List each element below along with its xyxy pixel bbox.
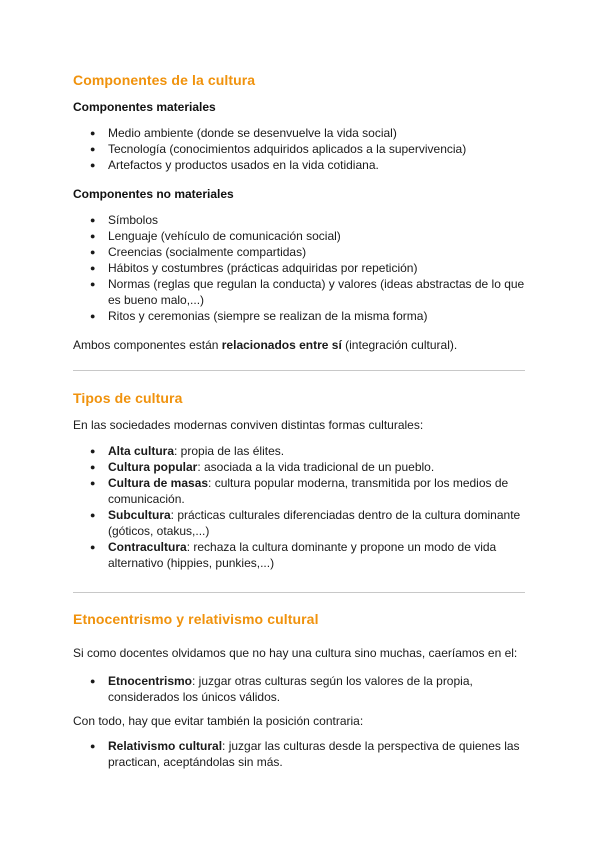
- section-title-componentes: Componentes de la cultura: [73, 72, 256, 88]
- bullet-icon: ●: [90, 446, 96, 456]
- list-item: ● Cultura de masas: cultura popular moderna, transmitida por los medios de comunicación.: [90, 476, 509, 506]
- bullet-icon: ●: [90, 247, 96, 257]
- bullet-icon: ●: [90, 542, 96, 552]
- bullet-icon: ●: [90, 676, 96, 686]
- mid-paragraph: Con todo, hay que evitar también la posición contraria:: [73, 714, 364, 728]
- bullet-icon: ●: [90, 144, 96, 154]
- closing-paragraph: Ambos componentes están relacionados entre sí (integración cultural).: [73, 338, 458, 352]
- list-item: ● Artefactos y productos usados en la vida cotidiana.: [90, 158, 379, 172]
- divider: [73, 592, 525, 593]
- bullet-icon: ●: [90, 160, 96, 170]
- list-relativismo: [73, 738, 525, 770]
- list-etnocentrismo: [73, 673, 525, 705]
- list-no-materiales: [73, 212, 525, 324]
- subheading-materiales: Componentes materiales: [73, 100, 216, 114]
- list-item: ● Contracultura: rechaza la cultura dominante y propone un modo de vida alternativo (hippies, punkies,...): [90, 540, 497, 570]
- intro-paragraph: Si como docentes olvidamos que no hay una cultura sino muchas, caeríamos en el:: [73, 646, 518, 660]
- list-item: ● Relativismo cultural: juzgar las culturas desde la perspectiva de quienes las practican, aceptándolas sin más.: [90, 739, 520, 769]
- list-item: ● Ritos y ceremonias (siempre se realizan de la misma forma): [90, 309, 428, 323]
- list-materiales: [73, 125, 525, 173]
- bullet-icon: ●: [90, 478, 96, 488]
- list-tipos: [73, 443, 525, 571]
- subheading-no-materiales: Componentes no materiales: [73, 187, 234, 201]
- bullet-icon: ●: [90, 128, 96, 138]
- bullet-icon: ●: [90, 311, 96, 321]
- list-item: ● Normas (reglas que regulan la conducta) y valores (ideas abstractas de lo que es bueno malo,...): [90, 277, 525, 307]
- list-item: ● Lenguaje (vehículo de comunicación social): [90, 229, 341, 243]
- section-title-etnocentrismo: Etnocentrismo y relativismo cultural: [73, 611, 319, 627]
- bullet-icon: ●: [90, 231, 96, 241]
- bullet-icon: ●: [90, 215, 96, 225]
- divider: [73, 370, 525, 371]
- section-title-tipos: Tipos de cultura: [73, 390, 183, 406]
- intro-paragraph: En las sociedades modernas conviven distintas formas culturales:: [73, 418, 424, 432]
- bullet-icon: ●: [90, 279, 96, 289]
- list-item: ● Etnocentrismo: juzgar otras culturas según los valores de la propia, considerados los únicos válidos.: [90, 674, 473, 704]
- list-item: ● Medio ambiente (donde se desenvuelve la vida social): [90, 126, 397, 140]
- list-item: ● Alta cultura: propia de las élites.: [90, 444, 285, 458]
- bullet-icon: ●: [90, 741, 96, 751]
- bullet-icon: ●: [90, 263, 96, 273]
- list-item: ● Hábitos y costumbres (prácticas adquiridas por repetición): [90, 261, 418, 275]
- bullet-icon: ●: [90, 510, 96, 520]
- list-item: ● Creencias (socialmente compartidas): [90, 245, 307, 259]
- list-item: ● Cultura popular: asociada a la vida tradicional de un pueblo.: [90, 460, 435, 474]
- bullet-icon: ●: [90, 462, 96, 472]
- list-item: ● Subcultura: prácticas culturales diferenciadas dentro de la cultura dominante (góticos, otakus,...): [90, 508, 521, 538]
- list-item: ● Tecnología (conocimientos adquiridos aplicados a la supervivencia): [90, 142, 467, 156]
- list-item: ● Símbolos: [90, 213, 159, 227]
